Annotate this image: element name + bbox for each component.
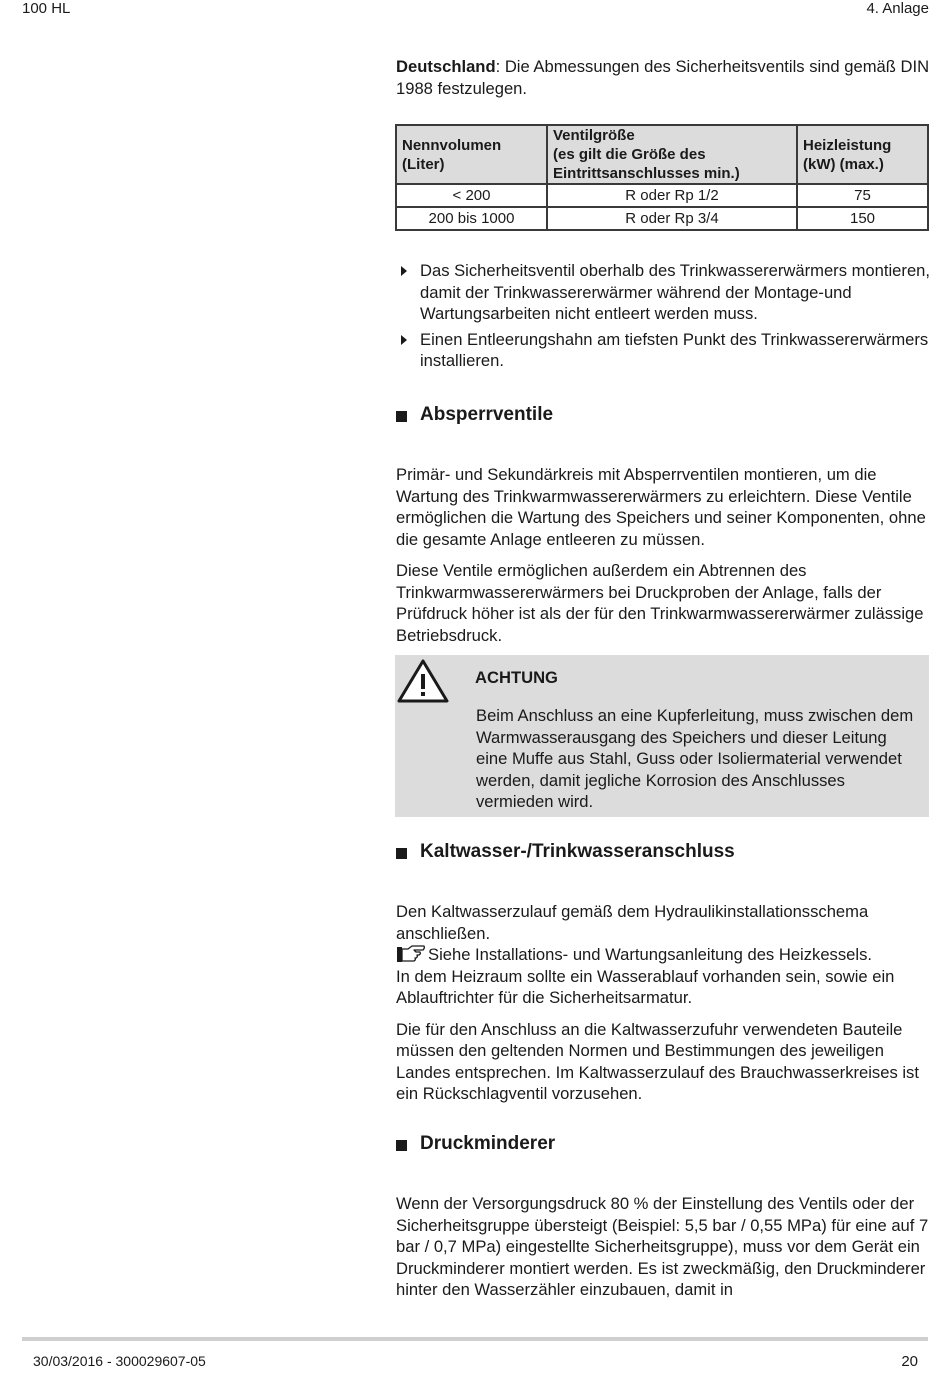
- bullet-arrow-icon: [401, 266, 407, 276]
- table-cell: R oder Rp 3/4: [547, 207, 797, 230]
- table-cell: R oder Rp 1/2: [547, 184, 797, 207]
- header-valve-size: Ventilgröße (es gilt die Größe des Eintrittsanschlusses min.): [547, 125, 797, 184]
- footer-page-number: 20: [901, 1353, 918, 1370]
- druck-body: [396, 1193, 930, 1301]
- list-item: Das Sicherheitsventil oberhalb des Trinkwassererwärmers montieren, damit der Trinkwassererwärmer während der Montage-und Wartungsarbeiten nicht entleert werden muss.: [398, 260, 930, 325]
- instruction-list: [398, 260, 930, 376]
- table-cell: 75: [797, 184, 928, 207]
- reference-line: Siehe Installations- und Wartungsanleitung des Heizkessels.: [396, 944, 930, 966]
- list-item: Einen Entleerungshahn am tiefsten Punkt des Trinkwassererwärmers installieren.: [398, 329, 930, 372]
- header-chapter: 4. Anlage: [866, 0, 929, 17]
- warning-triangle-icon: [397, 657, 453, 707]
- warning-box: [395, 655, 929, 817]
- section-square-icon: [396, 848, 407, 859]
- paragraph: Die für den Anschluss an die Kaltwasserzufuhr verwendeten Bauteile müssen den geltenden Normen und Bestimmungen des jeweiligen Landes entsprechen. Im Kaltwasserzulauf des Brauchwasserkreises ist ein Rückschlagventil vorzusehen.: [396, 1019, 919, 1103]
- intro-country: Deutschland: [396, 57, 496, 76]
- header-heating-power: Heizleistung (kW) (max.): [797, 125, 928, 184]
- bullet-arrow-icon: [401, 335, 407, 345]
- paragraph: Wenn der Versorgungsdruck 80 % der Einstellung des Ventils oder der Sicherheitsgruppe übersteigt (Beispiel: 5,5 bar / 0,55 MPa) für eine auf 7 bar / 0,7 MPa) eingestellte Sicherheitsgruppe), muss vor dem Gerät ein Druckminderer montiert werden. Es ist zweckmäßig, den Druckminderer hinter den Wasserzähler einzubauen, damit in: [396, 1194, 929, 1299]
- table-cell: < 200: [396, 184, 547, 207]
- valve-size-table: [395, 124, 929, 231]
- section-square-icon: [396, 411, 407, 422]
- paragraph: Diese Ventile ermöglichen außerdem ein Abtrennen des Trinkwarmwassererwärmers bei Druckproben der Anlage, falls der Prüfdruck höher ist als der für den Trinkwarmwassererwärmer zulässige Betriebsdruck.: [396, 561, 924, 645]
- warning-label: ACHTUNG: [475, 668, 558, 687]
- table-header-row: [396, 125, 928, 184]
- table-cell: 200 bis 1000: [396, 207, 547, 230]
- intro-text: : Die Abmessungen des Sicherheitsventils sind gemäß DIN 1988 festzulegen.: [396, 57, 930, 98]
- footer-date-docnumber: 30/03/2016 - 300029607-05: [33, 1353, 206, 1369]
- paragraph: Primär- und Sekundärkreis mit Absperrventilen montieren, um die Wartung des Trinkwarmwassererwärmers zu erleichtern. Diese Ventile ermöglichen die Wartung des Speichers und seiner Komponenten, ohne die gesamte Anlage entleeren zu müssen.: [396, 465, 926, 549]
- header-doc-title: 100 HL: [22, 0, 71, 17]
- table-row: [396, 207, 928, 230]
- table-row: [396, 184, 928, 207]
- intro-paragraph: [396, 56, 930, 99]
- paragraph: In dem Heizraum sollte ein Wasserablauf vorhanden sein, sowie ein Ablauftrichter für die Sicherheitsarmatur.: [396, 966, 895, 1007]
- kaltwasser-body: [396, 901, 930, 1105]
- section-square-icon: [396, 1140, 407, 1151]
- footer-divider: [22, 1337, 928, 1341]
- absperr-body: [396, 464, 930, 646]
- table-cell: 150: [797, 207, 928, 230]
- pointing-hand-icon: [396, 944, 426, 964]
- paragraph: Den Kaltwasserzulauf gemäß dem Hydraulikinstallationsschema anschließen.: [396, 902, 869, 943]
- warning-text: Beim Anschluss an eine Kupferleitung, muss zwischen dem Warmwasserausgang des Speichers und dieser Leitung eine Muffe aus Stahl, Guss oder Isoliermaterial verwendet werden, damit jegliche Korrosion des Anschlusses vermieden wird.: [476, 706, 914, 811]
- header-volume: Nennvolumen (Liter): [396, 125, 547, 184]
